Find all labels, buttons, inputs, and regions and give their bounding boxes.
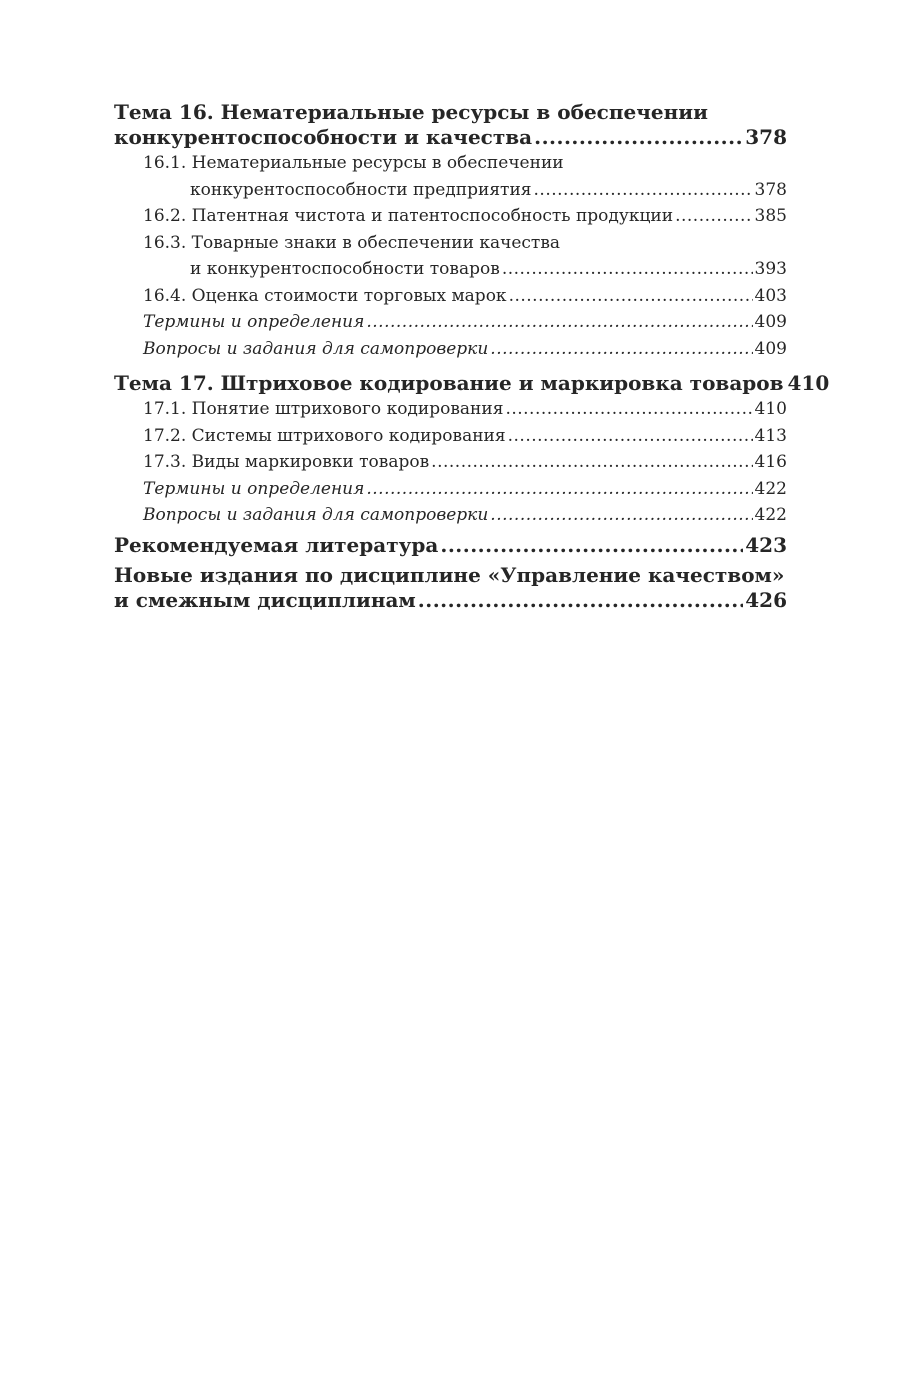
toc-section-16-3[interactable] bbox=[114, 230, 787, 283]
toc-terms-17[interactable] bbox=[114, 476, 787, 503]
toc-entry-title: Тема 17. Штриховое кодирование и маркировка товаров bbox=[114, 371, 784, 395]
toc-page-number: 410 bbox=[754, 399, 787, 419]
toc-entry-title: Термины и определения bbox=[143, 312, 365, 332]
leader-dots bbox=[366, 476, 752, 503]
toc-questions-16[interactable] bbox=[114, 336, 787, 363]
leader-dots bbox=[534, 177, 753, 204]
leader-dots bbox=[366, 309, 752, 336]
leader-dots bbox=[502, 256, 753, 283]
toc-recommended-literature[interactable] bbox=[114, 533, 787, 558]
toc-page-number: 409 bbox=[754, 338, 787, 359]
toc-section-16-1[interactable] bbox=[114, 150, 787, 203]
leader-dots bbox=[440, 533, 743, 558]
toc-entry-title: 17.1. Понятие штрихового кодирования bbox=[143, 399, 504, 419]
toc-entry-title: и конкурентоспособности товаров bbox=[190, 259, 500, 279]
toc-entry-title: и смежным дисциплинам bbox=[114, 587, 416, 612]
toc-entry-title: 17.3. Виды маркировки товаров bbox=[143, 452, 430, 472]
toc-page-number: 422 bbox=[754, 505, 787, 525]
leader-dots bbox=[505, 396, 752, 423]
toc-entry-title: Вопросы и задания для самопроверки bbox=[143, 338, 489, 359]
toc-questions-17[interactable] bbox=[114, 502, 787, 529]
toc-page-number: 423 bbox=[745, 532, 787, 557]
leader-dots bbox=[509, 283, 753, 310]
toc-section-17-2[interactable] bbox=[114, 423, 787, 450]
toc-entry-title: 16.1. Нематериальные ресурсы в обеспечении bbox=[143, 153, 564, 173]
leader-dots bbox=[508, 423, 753, 450]
toc-entry-title: Термины и определения bbox=[143, 478, 365, 499]
toc-entry-title: Новые издания по дисциплине «Управление качеством» bbox=[114, 562, 785, 587]
toc-section-17-3[interactable] bbox=[114, 449, 787, 476]
toc-entry-title: 16.3. Товарные знаки в обеспечении качества bbox=[143, 232, 561, 253]
toc-page-number: 422 bbox=[754, 478, 787, 499]
toc-page-number: 409 bbox=[754, 312, 787, 332]
toc-page-number: 416 bbox=[754, 452, 787, 472]
toc-section-16-2[interactable] bbox=[114, 203, 787, 230]
toc-topic-16[interactable] bbox=[114, 100, 787, 150]
toc-entry-title: конкурентоспособности и качества bbox=[114, 125, 533, 149]
toc-page-number: 426 bbox=[745, 587, 787, 612]
toc-page-number: 378 bbox=[754, 179, 787, 200]
toc-entry-title: 17.2. Системы штрихового кодирования bbox=[143, 425, 506, 446]
toc-entry-title: Тема 16. Нематериальные ресурсы в обеспечении bbox=[114, 100, 708, 124]
toc-page-number: 413 bbox=[754, 425, 787, 446]
toc-entry-title: Вопросы и задания для самопроверки bbox=[143, 505, 489, 525]
toc-new-editions[interactable] bbox=[114, 563, 787, 613]
toc-topic-17[interactable] bbox=[114, 371, 830, 396]
toc-entry-title: Рекомендуемая литература bbox=[114, 532, 439, 557]
toc-page-number: 393 bbox=[754, 259, 787, 279]
toc-entry-title: конкурентоспособности предприятия bbox=[190, 179, 532, 200]
leader-dots bbox=[490, 502, 752, 529]
leader-dots bbox=[490, 336, 752, 363]
table-of-contents bbox=[114, 100, 830, 613]
toc-terms-16[interactable] bbox=[114, 309, 787, 336]
toc-page-number: 378 bbox=[745, 125, 787, 149]
toc-entry-title: 16.4. Оценка стоимости торговых марок bbox=[143, 285, 507, 306]
toc-page-number: 403 bbox=[754, 285, 787, 306]
toc-section-17-1[interactable] bbox=[114, 396, 787, 423]
leader-dots bbox=[675, 203, 752, 230]
toc-page-number: 385 bbox=[754, 206, 787, 226]
toc-section-16-4[interactable] bbox=[114, 283, 787, 310]
toc-entry-title: 16.2. Патентная чистота и патентоспособность продукции bbox=[143, 206, 674, 226]
toc-page-number: 410 bbox=[787, 371, 830, 395]
leader-dots bbox=[418, 588, 743, 613]
leader-dots bbox=[534, 125, 743, 150]
leader-dots bbox=[431, 449, 752, 476]
